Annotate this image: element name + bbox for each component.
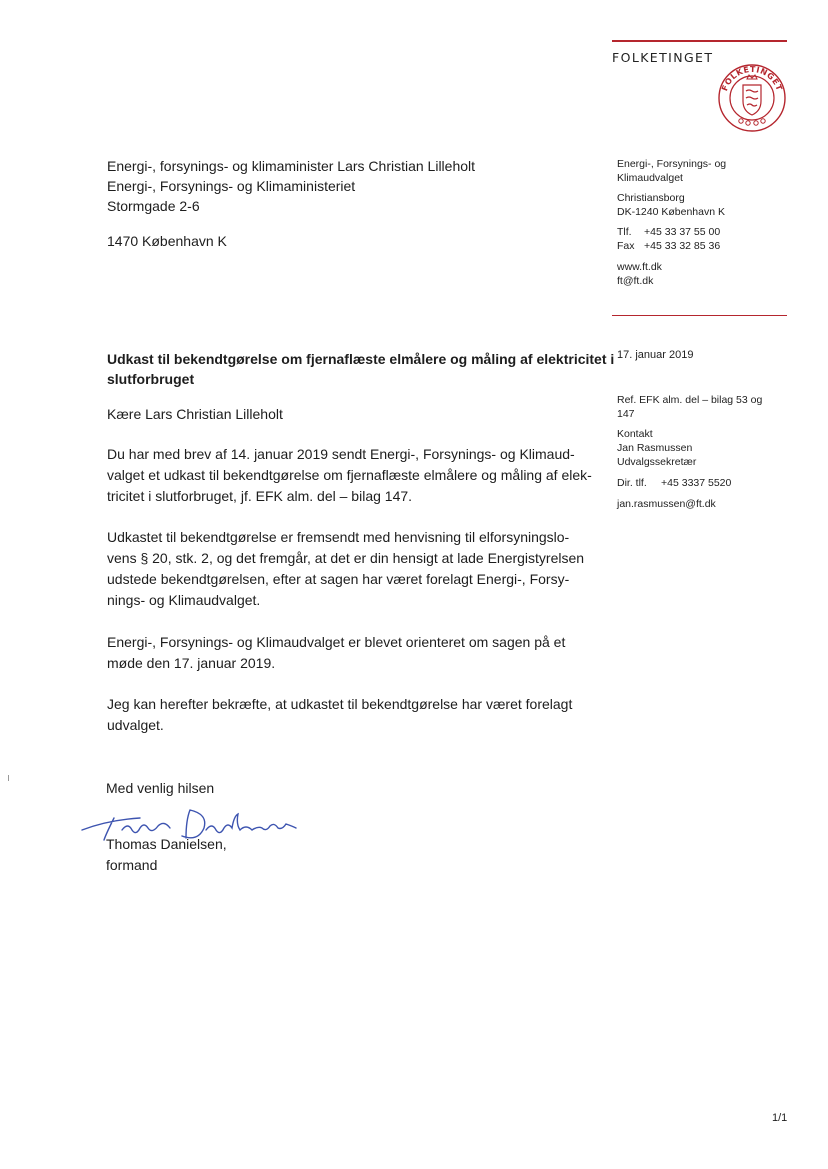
paragraph-line: møde den 17. januar 2019. — [107, 655, 276, 671]
sender-phones — [617, 225, 720, 253]
signer-block — [106, 834, 227, 876]
signer-title: formand — [106, 857, 158, 873]
paragraph-line: Energi-, Forsynings- og Klimaudvalget er blevet orienteret om sagen på et — [107, 634, 566, 650]
seal-text: FOLKETINGET — [720, 64, 784, 93]
direct-phone-label: Dir. tlf. — [617, 477, 647, 489]
address-line: DK-1240 København K — [617, 206, 725, 218]
contact-block — [617, 427, 696, 469]
brand-name: FOLKETINGET — [612, 50, 714, 65]
contact-title: Udvalgssekretær — [617, 456, 697, 468]
paragraph-line: Udkastet til bekendtgørelse er fremsendt med henvisning til elforsyningslo- — [107, 529, 570, 545]
paragraph-line: Du har med brev af 14. januar 2019 sendt Energi-, Forsynings- og Klimaud- — [107, 446, 575, 462]
paragraph-1 — [107, 444, 592, 507]
email-link[interactable]: ft@ft.dk — [617, 275, 654, 287]
recipient-city: 1470 København K — [107, 233, 227, 249]
paragraph-line: vens § 20, stk. 2, og det fremgår, at det er din hensigt at lade Energistyrelsen — [107, 550, 585, 566]
salutation: Kære Lars Christian Lilleholt — [107, 406, 283, 422]
paragraph-line: udstede bekendtgørelsen, efter at sagen har været forelagt Energi-, Forsy- — [107, 571, 570, 587]
website-link[interactable]: www.ft.dk — [617, 261, 662, 273]
subject-line: Udkast til bekendtgørelse om fjernaflæste elmålere og måling af elektricitet i — [107, 351, 615, 367]
header-rule — [612, 40, 787, 42]
paragraph-line: tricitet i slutforbruget, jf. EFK alm. del – bilag 147. — [107, 488, 413, 504]
paragraph-line: nings- og Klimaudvalget. — [107, 592, 261, 608]
reference — [617, 393, 762, 421]
reference-line: 147 — [617, 408, 635, 420]
contact-name: Jan Rasmussen — [617, 442, 693, 454]
phone-number: +45 33 37 55 00 — [644, 226, 721, 238]
phone-label: Tlf. — [617, 226, 632, 238]
paragraph-4 — [107, 694, 587, 736]
closing: Med venlig hilsen — [106, 780, 215, 796]
paragraph-line: Jeg kan herefter bekræfte, at udkastet til bekendtgørelse har været forelagt — [107, 696, 573, 712]
folketinget-seal-icon — [717, 63, 787, 133]
signer-name: Thomas Danielsen, — [106, 836, 227, 852]
letter-subject — [107, 349, 615, 389]
page-number: 1/1 — [772, 1112, 788, 1124]
committee-line: Klimaudvalget — [617, 172, 683, 184]
recipient-line: Energi-, forsynings- og klimaminister Lars Christian Lilleholt — [107, 158, 476, 174]
subject-line: slutforbruget — [107, 371, 195, 387]
paragraph-line: valget et udkast til bekendtgørelse om fjernaflæste elmålere og måling af elek- — [107, 467, 592, 483]
contact-label: Kontakt — [617, 428, 653, 440]
recipient-address — [107, 156, 475, 216]
direct-phone — [617, 476, 731, 490]
committee-line: Energi-, Forsynings- og — [617, 158, 727, 170]
sender-address — [617, 191, 725, 219]
fax-label: Fax — [617, 240, 635, 252]
sender-rule — [612, 315, 787, 316]
paragraph-3 — [107, 632, 587, 674]
recipient-line: Stormgade 2-6 — [107, 198, 200, 214]
paragraph-line: udvalget. — [107, 717, 164, 733]
direct-phone-number: +45 3337 5520 — [661, 477, 732, 489]
sender-web — [617, 260, 662, 288]
recipient-line: Energi-, Forsynings- og Klimaministeriet — [107, 178, 356, 194]
address-line: Christiansborg — [617, 192, 685, 204]
letter-date: 17. januar 2019 — [617, 349, 694, 361]
contact-email[interactable]: jan.rasmussen@ft.dk — [617, 498, 716, 510]
reference-line: Ref. EFK alm. del – bilag 53 og — [617, 394, 763, 406]
paragraph-2 — [107, 527, 587, 611]
scan-mark — [8, 775, 13, 781]
fax-number: +45 33 32 85 36 — [644, 240, 721, 252]
sender-committee — [617, 157, 726, 185]
